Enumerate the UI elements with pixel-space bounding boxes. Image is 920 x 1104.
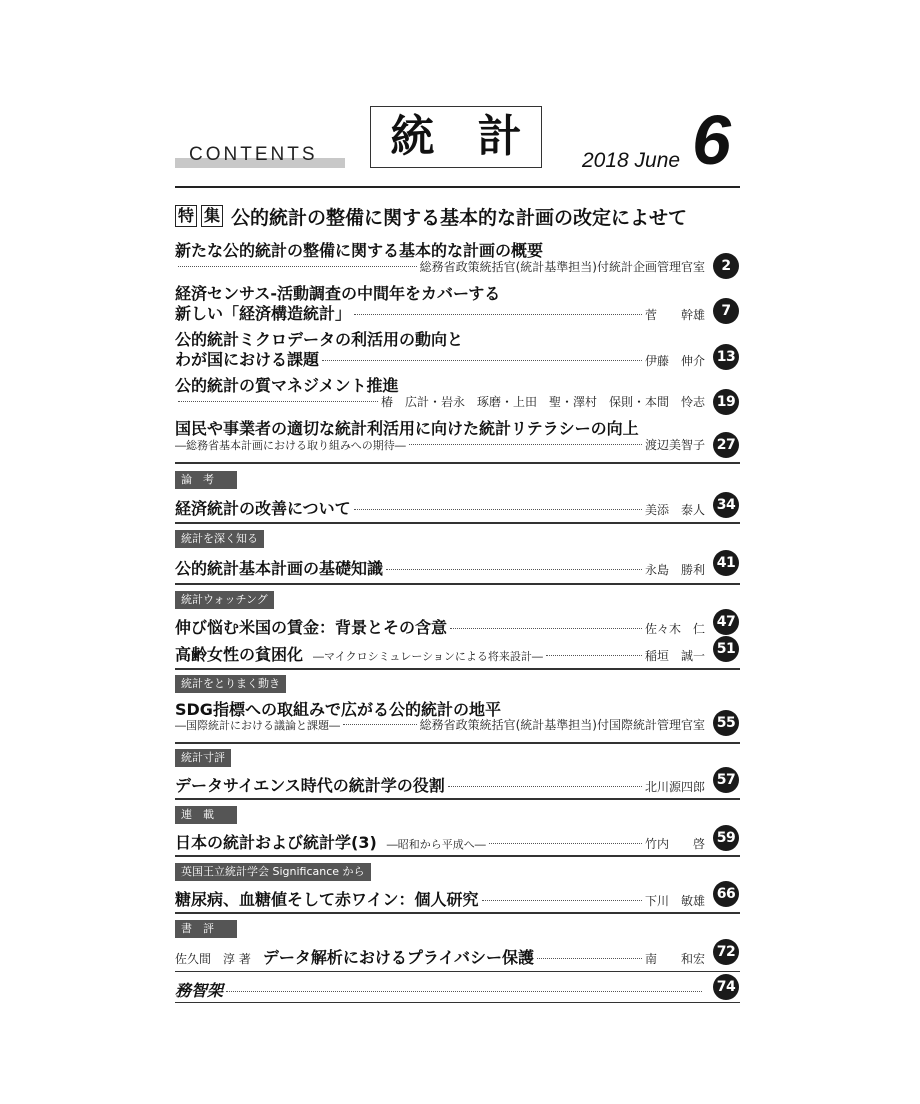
page-number-badge[interactable]: 41	[713, 550, 739, 576]
page-number-badge[interactable]: 34	[713, 492, 739, 518]
toc-entry[interactable]	[175, 556, 705, 579]
article-author: 椿 広計・岩永 琢磨・上田 聖・澤村 保則・本間 怜志	[380, 395, 705, 409]
article-title[interactable]: 公的統計ミクロデータの利活用の動向と	[175, 330, 464, 349]
leader-dots	[178, 266, 417, 267]
page-number-badge[interactable]: 66	[713, 881, 739, 907]
article-subtitle: ―昭和から平成へ―	[386, 838, 486, 851]
article-title[interactable]: 経済センサス‐活動調査の中間年をカバーする	[175, 284, 501, 303]
section-divider	[175, 912, 740, 914]
toc-entry[interactable]	[175, 945, 705, 968]
toc-entry[interactable]	[175, 615, 705, 638]
contents-label	[175, 146, 345, 168]
article-meta-line	[175, 258, 705, 275]
page-number-badge[interactable]: 19	[713, 389, 739, 415]
article-subtitle: ―マイクロシミュレーションによる将来設計―	[313, 650, 543, 663]
article-title[interactable]: データサイエンス時代の統計学の役割	[175, 776, 445, 795]
toc-entry[interactable]	[175, 830, 705, 853]
bottom-rule	[175, 1002, 740, 1003]
section-divider	[175, 971, 740, 972]
header-rule	[175, 186, 740, 188]
toc-entry[interactable]	[175, 773, 705, 796]
leader-dots	[450, 628, 642, 629]
toc-entry[interactable]	[175, 978, 705, 1001]
page-number-badge[interactable]: 51	[713, 636, 739, 662]
crossword-label[interactable]: 務智架	[175, 981, 224, 1000]
page-number-badge[interactable]: 13	[713, 344, 739, 370]
leader-dots	[546, 655, 642, 656]
section-label: 連 載	[175, 806, 237, 824]
section-divider	[175, 522, 740, 524]
article-subtitle: ―国際統計における議論と課題―	[175, 719, 340, 732]
article-title[interactable]: SDG指標への取組みで広がる公的統計の地平	[175, 700, 501, 719]
article-meta-line	[175, 393, 705, 410]
article-title[interactable]: 日本の統計および統計学(3)	[175, 833, 377, 852]
leader-dots	[178, 401, 378, 402]
article-subtitle: ―総務省基本計画における取り組みへの期待―	[175, 439, 406, 452]
article-title[interactable]: 伸び悩む米国の賃金：背景とその含意	[175, 618, 448, 637]
article-author: 永島 勝利	[644, 563, 705, 577]
page-number-badge[interactable]: 2	[713, 253, 739, 279]
article-author: 渡辺美智子	[644, 438, 705, 452]
page-number-badge[interactable]: 74	[713, 974, 739, 1000]
magazine-title-box	[370, 106, 542, 168]
feature-token-1: 特	[175, 205, 197, 227]
article-title-line2[interactable]: 新しい「経済構造統計」	[175, 304, 352, 323]
review-book-author: 佐久間 淳 著	[175, 952, 251, 966]
article-title[interactable]: 経済統計の改善について	[175, 499, 351, 518]
article-author: 佐々木 仁	[644, 622, 705, 636]
section-divider	[175, 668, 740, 670]
toc-entry[interactable]	[175, 887, 705, 910]
article-title[interactable]: 高齢女性の貧困化	[175, 645, 304, 664]
issue-number: 6	[692, 101, 731, 179]
article-title[interactable]: 公的統計基本計画の基礎知識	[175, 559, 384, 578]
section-divider	[175, 742, 740, 744]
section-label: 統計をとりまく動き	[175, 675, 286, 693]
page-number-badge[interactable]: 27	[713, 432, 739, 458]
leader-dots	[448, 786, 642, 787]
article-author: 南 和宏	[644, 952, 705, 966]
section-label: 論 考	[175, 471, 237, 489]
article-title[interactable]: 新たな公的統計の整備に関する基本的な計画の概要	[175, 241, 544, 260]
leader-dots	[537, 958, 642, 959]
section-divider	[175, 798, 740, 800]
leader-dots	[322, 360, 642, 361]
leader-dots	[354, 509, 642, 510]
article-author: 菅 幹雄	[644, 308, 705, 322]
article-author: 伊藤 伸介	[644, 354, 705, 368]
section-label: 統計寸評	[175, 749, 231, 767]
article-meta-line	[175, 716, 705, 733]
article-title[interactable]: 糖尿病、血糖値そして赤ワイン：個人研究	[175, 890, 479, 909]
page-number-badge[interactable]: 55	[713, 710, 739, 736]
article-author: 稲垣 誠一	[644, 649, 705, 663]
toc-entry[interactable]	[175, 642, 705, 665]
section-label: 英国王立統計学会 Significance から	[175, 863, 371, 881]
leader-dots	[354, 314, 642, 315]
page-number-badge[interactable]: 57	[713, 767, 739, 793]
section-divider	[175, 855, 740, 857]
leader-dots	[409, 444, 642, 445]
leader-dots	[482, 900, 642, 901]
article-author: 竹内 啓	[644, 837, 705, 851]
magazine-title: 統 計	[390, 111, 536, 162]
leader-dots	[489, 843, 642, 844]
section-divider	[175, 462, 740, 464]
article-author: 総務省政策統括官(統計基準担当)付統計企画管理官室	[419, 260, 705, 274]
article-title-line2[interactable]: わが国における課題	[175, 350, 320, 369]
section-label: 統計を深く知る	[175, 530, 264, 548]
article-meta-line	[175, 301, 705, 324]
article-title[interactable]: 公的統計の質マネジメント推進	[175, 376, 399, 395]
section-label: 書 評	[175, 920, 237, 938]
issue-date: 2018 June	[582, 149, 681, 172]
article-author: 美添 泰人	[644, 503, 705, 517]
article-meta-line	[175, 347, 705, 370]
leader-dots	[343, 724, 417, 725]
page-number-badge[interactable]: 7	[713, 298, 739, 324]
article-author: 北川源四郎	[644, 780, 705, 794]
page-number-badge[interactable]: 47	[713, 609, 739, 635]
toc-entry[interactable]	[175, 496, 705, 519]
page-number-badge[interactable]: 59	[713, 825, 739, 851]
contents-label-text: CONTENTS	[189, 144, 318, 165]
feature-title: 公的統計の整備に関する基本的な計画の改定によせて	[231, 206, 688, 229]
feature-token-2: 集	[201, 205, 223, 227]
article-author: 下川 敏雄	[644, 894, 705, 908]
article-meta-line	[175, 436, 705, 453]
feature-heading	[175, 202, 687, 230]
section-divider	[175, 583, 740, 585]
article-author: 総務省政策統括官(統計基準担当)付国際統計管理官室	[419, 718, 705, 732]
leader-dots	[386, 569, 642, 570]
leader-dots	[226, 991, 702, 992]
article-title[interactable]: データ解析におけるプライバシー保護	[262, 948, 535, 967]
article-title[interactable]: 国民や事業者の適切な統計利活用に向けた統計リテラシーの向上	[175, 419, 639, 438]
page-number-badge[interactable]: 72	[713, 939, 739, 965]
section-label: 統計ウォッチング	[175, 591, 274, 609]
